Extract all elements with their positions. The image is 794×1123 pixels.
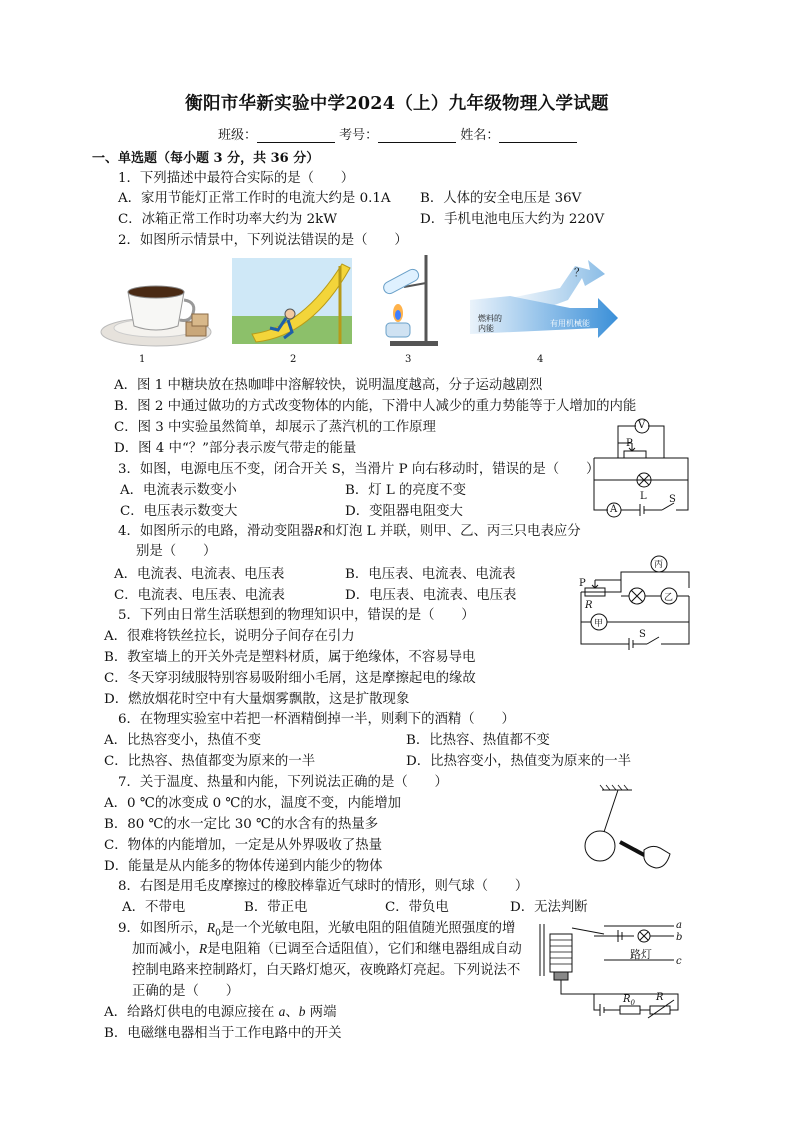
fig2-caption: 2	[290, 354, 297, 365]
q7-option-b[interactable]: B．80 ℃的水一定比 30 ℃的水含有的热量多	[104, 817, 379, 832]
q3-circuit-diagram	[592, 418, 692, 522]
q2-stem: 2．如图所示情景中，下列说法错误的是（ ）	[118, 233, 408, 248]
q9-r0-label: $R_0$	[623, 994, 635, 1007]
q2-option-b[interactable]: B．图 2 中通过做功的方式改变物体的内能，下滑中人减少的重力势能等于人增加的内能	[114, 399, 637, 414]
q9-stem-line1: 9．如图所示，$R_0$是一个光敏电阻，光敏电阻的阻值随光照强度的增	[118, 920, 516, 939]
q1-option-c[interactable]: C．冰箱正常工作时功率大约为 2kW	[118, 212, 337, 227]
q9-relay-circuit	[524, 920, 684, 1020]
q3-option-d[interactable]: D．变阻器电阻变大	[345, 504, 463, 519]
q7-option-c[interactable]: C．物体的内能增加，一定是从外界吸收了热量	[104, 838, 383, 853]
q3-stem: 3．如图，电源电压不变，闭合开关 S，当滑片 P 向右移动时，错误的是（ ）	[118, 462, 600, 477]
q5-option-c[interactable]: C．冬天穿羽绒服特别容易吸附细小毛屑，这是摩擦起电的缘故	[104, 671, 476, 686]
q6-option-a[interactable]: A．比热容变小，热值不变	[104, 733, 261, 748]
q9-streetlamp-label: 路灯	[630, 948, 652, 961]
q4-stem-cont: 别是（ ）	[136, 544, 217, 559]
q4-meter-yi: 乙	[664, 593, 674, 603]
q3-option-c[interactable]: C．电压表示数变大	[120, 504, 238, 519]
q3-slider-label: P	[626, 438, 633, 449]
q1-option-a[interactable]: A．家用节能灯正常工作时的电流大约是 0.1A	[118, 191, 391, 206]
q4-meter-jia: 甲	[594, 619, 604, 629]
q6-option-d[interactable]: D．比热容变小，热值变为原来的一半	[406, 754, 631, 769]
fig4-label-mechanical: 有用机械能	[550, 319, 590, 328]
q1-stem: 1．下列描述中最符合实际的是（ ）	[118, 171, 355, 186]
q3-ammeter-label: A	[610, 504, 618, 515]
q9-terminal-c: c	[676, 956, 682, 967]
q8-option-d[interactable]: D．无法判断	[510, 900, 588, 915]
q3-switch-label: S	[669, 494, 676, 505]
number-blank[interactable]	[378, 128, 456, 143]
fig4-caption: 4	[537, 354, 544, 365]
name-blank[interactable]	[499, 128, 577, 143]
q4-option-c[interactable]: C．电流表、电压表、电流表	[114, 588, 285, 603]
q8-option-b[interactable]: B．带正电	[244, 900, 308, 915]
q8-option-c[interactable]: C．带负电	[385, 900, 449, 915]
q5-option-d[interactable]: D．燃放烟花时空中有大量烟雾飘散，这是扩散现象	[104, 692, 410, 707]
q4-circuit-diagram	[575, 552, 695, 652]
class-label: 班级：	[218, 128, 258, 143]
q8-option-a[interactable]: A．不带电	[122, 900, 186, 915]
q2-option-a[interactable]: A．图 1 中糖块放在热咖啡中溶解较快，说明温度越高，分子运动越剧烈	[114, 378, 543, 393]
fig4-question-mark: ？	[574, 266, 585, 279]
q5-option-b[interactable]: B．教室墙上的开关外壳是塑料材质，属于绝缘体，不容易导电	[104, 650, 476, 665]
number-label: 考号：	[339, 128, 379, 143]
fig3-steam-test-tube	[372, 255, 442, 347]
section-heading: 一、单选题（每小题 3 分，共 36 分）	[92, 151, 320, 166]
q3-voltmeter-label: V	[638, 420, 646, 431]
q3-option-a[interactable]: A．电流表示数变小	[120, 483, 237, 498]
q8-stem: 8．右图是用毛皮摩擦过的橡胶棒靠近气球时的情形，则气球（ ）	[118, 879, 529, 894]
fig4-label-energy: 内能	[478, 324, 494, 333]
fig3-caption: 3	[405, 354, 412, 365]
q9-stem-line4: 正确的是（ ）	[132, 984, 240, 999]
q5-stem: 5．下列由日常生活联想到的物理知识中，错误的是（ ）	[118, 608, 475, 623]
q6-stem: 6．在物理实验室中若把一杯酒精倒掉一半，则剩下的酒精（ ）	[118, 712, 515, 727]
q4-slider-label: P	[579, 578, 586, 589]
q4-stem: 4．如图所示的电路，滑动变阻器R和灯泡 L 并联，则甲、乙、丙三只电表应分	[118, 523, 581, 539]
q9-stem-line2: 加而减小，R是电阻箱（已调至合适阻值），它们和继电器组成自动	[132, 941, 522, 957]
name-label: 姓名：	[460, 128, 500, 143]
q7-stem: 7．关于温度、热量和内能，下列说法正确的是（ ）	[118, 775, 448, 790]
q2-option-c[interactable]: C．图 3 中实验虽然简单，却展示了蒸汽机的工作原理	[114, 420, 436, 435]
q9-r-label: R	[656, 992, 664, 1003]
q7-option-d[interactable]: D．能量是从内能多的物体传递到内能少的物体	[104, 859, 383, 874]
fig4-label-fuel: 燃料的	[478, 314, 502, 323]
q4-option-b[interactable]: B．电压表、电流表、电流表	[345, 567, 516, 582]
q4-switch-label: S	[639, 629, 646, 640]
q2-option-d[interactable]: D．图 4 中“？”部分表示废气带走的能量	[114, 441, 357, 456]
q4-option-d[interactable]: D．电压表、电流表、电压表	[345, 588, 517, 603]
q9-terminal-b: b	[676, 932, 683, 943]
q1-option-b[interactable]: B．人体的安全电压是 36V	[420, 191, 582, 206]
fig2-slide	[232, 258, 352, 344]
q1-option-d[interactable]: D．手机电池电压大约为 220V	[420, 212, 605, 227]
q9-option-b[interactable]: B．电磁继电器相当于工作电路中的开关	[104, 1026, 342, 1041]
q6-option-c[interactable]: C．比热容、热值都变为原来的一半	[104, 754, 316, 769]
q9-option-a[interactable]: A．给路灯供电的电源应接在 a、b 两端	[104, 1004, 337, 1020]
q5-option-a[interactable]: A．很难将铁丝拉长，说明分子间存在引力	[104, 629, 355, 644]
balloon-rod-figure	[576, 784, 676, 878]
q6-option-b[interactable]: B．比热容、热值都不变	[406, 733, 550, 748]
q4-meter-bing: 丙	[654, 560, 664, 570]
q7-option-a[interactable]: A．0 ℃的冰变成 0 ℃的水，温度不变，内能增加	[104, 796, 402, 811]
class-blank[interactable]	[257, 128, 335, 143]
q3-lamp-label: L	[640, 491, 647, 502]
q4-rheostat-label: R	[585, 600, 593, 611]
q9-terminal-a: a	[676, 920, 682, 931]
page-title: 衡阳市华新实验中学2024（上）九年级物理入学试题	[185, 94, 609, 114]
q9-stem-line3: 控制电路来控制路灯，白天路灯熄灭，夜晚路灯亮起。下列说法不	[132, 963, 521, 978]
fig1-coffee-cup	[96, 262, 216, 352]
q3-option-b[interactable]: B．灯 L 的亮度不变	[345, 483, 466, 498]
student-info-row	[218, 124, 577, 143]
q4-option-a[interactable]: A．电流表、电流表、电压表	[114, 567, 285, 582]
fig4-energy-flow	[470, 258, 620, 344]
fig1-caption: 1	[139, 354, 146, 365]
